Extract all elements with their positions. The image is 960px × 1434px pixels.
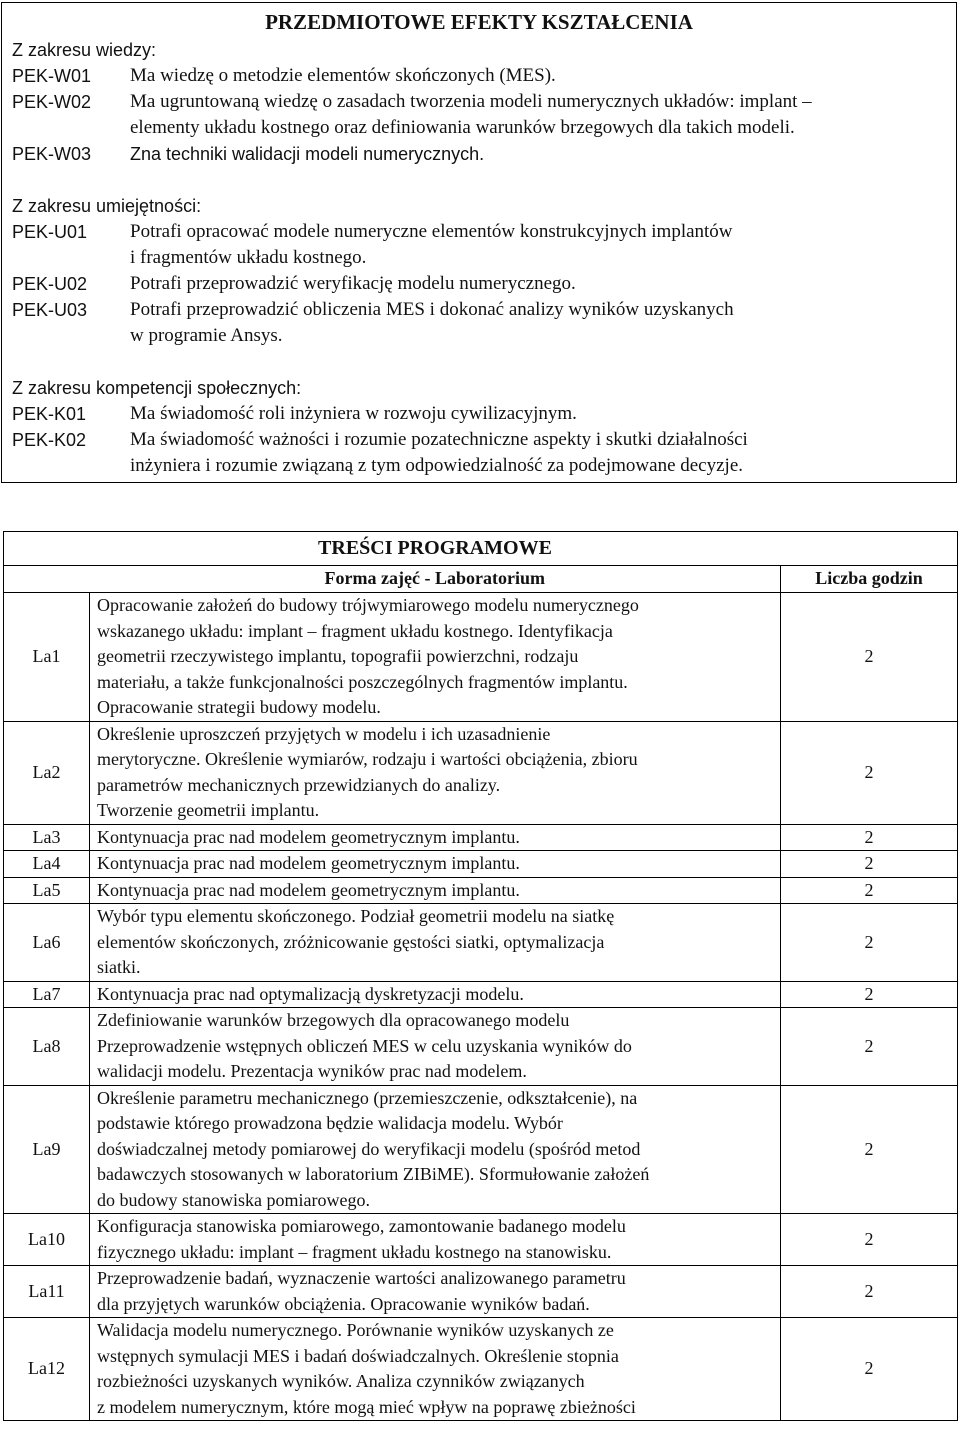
outcome-text-line: i fragmentów układu kostnego. — [130, 247, 367, 268]
row-description-line: dla przyjętych warunków obciążenia. Opracowanie wyników badań. — [97, 1293, 590, 1314]
row-hours: 2 — [781, 1008, 958, 1086]
row-code: La4 — [4, 851, 90, 878]
section-label: Z zakresu wiedzy: — [12, 40, 157, 60]
outcome-item — [12, 141, 956, 167]
hours-header: Liczba godzin — [781, 566, 958, 593]
outcomes-sections — [12, 37, 956, 479]
row-hours: 2 — [781, 1214, 958, 1266]
row-description — [90, 851, 781, 878]
row-description-line: elementów skończonych, zróżnicowanie gęstości siatki, optymalizacja — [97, 931, 605, 952]
row-description — [90, 904, 781, 982]
row-description-line: merytoryczne. Określenie wymiarów, rodzaju i wartości obciążenia, zbioru — [97, 749, 638, 769]
outcome-item — [12, 297, 956, 349]
row-description-line: wskazanego układu: implant – fragment układu kostnego. Identyfikacja — [97, 620, 613, 641]
row-description-line: wstępnych symulacji MES i badań doświadczalnych. Określenie stopnia — [97, 1345, 619, 1366]
program-title-row — [4, 532, 958, 566]
outcome-text-line: Zna techniki walidacji modeli numerycznych. — [130, 144, 485, 164]
outcome-text-line: Ma świadomość roli inżyniera w rozwoju cywilizacyjnym. — [130, 403, 577, 424]
program-row — [4, 851, 958, 878]
outcome-text-line: Potrafi przeprowadzić obliczenia MES i dokonać analizy wyników uzyskanych — [130, 299, 734, 320]
row-hours: 2 — [781, 1318, 958, 1421]
learning-outcomes-box — [1, 2, 957, 483]
outcome-item — [12, 427, 956, 479]
row-description-line: Konfiguracja stanowiska pomiarowego, zamontowanie badanego modelu — [97, 1216, 626, 1236]
row-description-line: parametrów mechanicznych przewidzianych do analizy. — [97, 774, 501, 795]
outcome-text-line: w programie Ansys. — [130, 325, 283, 346]
outcome-text-line: Ma wiedzę o metodzie elementów skończonych (MES). — [130, 65, 556, 86]
row-description-line: z modelem numerycznym, które mogą mieć wpływ na poprawę zbieżności — [97, 1396, 636, 1417]
row-code: La9 — [4, 1085, 90, 1214]
row-hours: 2 — [781, 981, 958, 1008]
outcome-text — [130, 141, 956, 167]
row-description-line: Określenie uproszczeń przyjętych w modelu i ich uzasadnienie — [97, 723, 551, 744]
outcome-code: PEK-W01 — [12, 66, 92, 86]
program-row — [4, 593, 958, 722]
row-description-line: Walidacja modelu numerycznego. Porównanie wyników uzyskanych ze — [97, 1320, 614, 1340]
outcome-text-line: inżyniera i rozumie związaną z tym odpowiedzialność za podejmowane decyzje. — [130, 455, 744, 476]
row-hours: 2 — [781, 904, 958, 982]
row-description-line: Opracowanie założeń do budowy trójwymiarowego modelu numerycznego — [97, 595, 639, 615]
row-code: La5 — [4, 877, 90, 904]
program-row — [4, 1318, 958, 1421]
row-description — [90, 1085, 781, 1214]
row-description-line: Opracowanie strategii budowy modelu. — [97, 697, 381, 717]
row-code: La3 — [4, 824, 90, 851]
outcome-code: PEK-W02 — [12, 92, 92, 112]
row-description-line: podstawie którego prowadzona będzie walidacja modelu. Wybór — [97, 1113, 563, 1133]
row-description-line: rozbieżności uzyskanych wyników. Analiza czynników związanych — [97, 1371, 585, 1391]
row-hours: 2 — [781, 593, 958, 722]
row-description-line: Wybór typu elementu skończonego. Podział geometrii modelu na siatkę — [97, 906, 615, 926]
outcome-item — [12, 63, 956, 89]
outcome-text-line: Potrafi przeprowadzić weryfikację modelu numerycznego. — [130, 273, 576, 294]
row-hours: 2 — [781, 877, 958, 904]
row-description-line: Przeprowadzenie wstępnych obliczeń MES w celu uzyskania wyników do — [97, 1035, 632, 1056]
row-description-line: Kontynuacja prac nad modelem geometrycznym implantu. — [97, 853, 520, 873]
row-code: La8 — [4, 1008, 90, 1086]
outcome-text — [130, 271, 956, 297]
program-row — [4, 981, 958, 1008]
outcomes-title: PRZEDMIOTOWE EFEKTY KSZTAŁCENIA — [265, 10, 693, 34]
row-description-line: siatki. — [97, 957, 141, 977]
outcome-text — [130, 297, 956, 349]
program-table — [3, 531, 958, 1421]
row-code: La11 — [4, 1266, 90, 1318]
program-row — [4, 877, 958, 904]
row-description-line: Przeprowadzenie badań, wyznaczenie wartości analizowanego parametru — [97, 1268, 626, 1288]
outcome-text-line: elementy układu kostnego oraz definiowania warunków brzegowych dla takich modeli. — [130, 117, 795, 138]
row-description-line: walidacji modelu. Prezentacja wyników prac nad modelem. — [97, 1061, 527, 1081]
row-code: La10 — [4, 1214, 90, 1266]
row-hours: 2 — [781, 824, 958, 851]
program-row — [4, 1214, 958, 1266]
row-hours: 2 — [781, 721, 958, 824]
program-row — [4, 904, 958, 982]
outcome-text — [130, 63, 956, 89]
row-description — [90, 981, 781, 1008]
outcome-text — [130, 427, 956, 479]
row-description — [90, 1008, 781, 1086]
row-description — [90, 1214, 781, 1266]
program-header-row — [4, 566, 958, 593]
row-description — [90, 824, 781, 851]
row-description-line: Kontynuacja prac nad modelem geometrycznym implantu. — [97, 879, 520, 900]
outcomes-section — [12, 37, 956, 167]
row-description-line: Określenie parametru mechanicznego (przemieszczenie, odkształcenie), na — [97, 1087, 638, 1108]
row-code: La7 — [4, 981, 90, 1008]
outcome-text — [130, 219, 956, 271]
outcome-code: PEK-K01 — [12, 404, 87, 424]
row-code: La12 — [4, 1318, 90, 1421]
program-title: TREŚCI PROGRAMOWE — [90, 532, 781, 566]
section-label: Z zakresu umiejętności: — [12, 196, 202, 216]
row-description-line: geometrii rzeczywistego implantu, topografii powierzchni, rodzaju — [97, 646, 579, 666]
row-hours: 2 — [781, 1266, 958, 1318]
row-hours: 2 — [781, 851, 958, 878]
outcome-item — [12, 271, 956, 297]
outcome-code: PEK-K02 — [12, 430, 87, 450]
row-description — [90, 721, 781, 824]
program-row — [4, 1266, 958, 1318]
outcome-text-line: Potrafi opracować modele numeryczne elementów konstrukcyjnych implantów — [130, 221, 733, 242]
row-description — [90, 1318, 781, 1421]
row-description — [90, 1266, 781, 1318]
row-description-line: materiału, a także funkcjonalności poszczególnych fragmentów implantu. — [97, 671, 628, 692]
outcome-item — [12, 401, 956, 427]
outcome-text — [130, 89, 956, 141]
outcomes-section — [12, 193, 956, 349]
row-description-line: fizycznego układu: implant – fragment układu kostnego na stanowisku. — [97, 1241, 612, 1262]
row-description-line: Zdefiniowanie warunków brzegowych dla opracowanego modelu — [97, 1010, 570, 1030]
outcome-code: PEK-U01 — [12, 222, 88, 242]
row-description-line: doświadczalnej metody pomiarowej do weryfikacji modelu (spośród metod — [97, 1138, 641, 1159]
outcome-code: PEK-U02 — [12, 274, 88, 294]
program-row — [4, 1085, 958, 1214]
outcome-item — [12, 219, 956, 271]
outcome-item — [12, 89, 956, 141]
row-description-line: Kontynuacja prac nad optymalizacją dyskretyzacji modelu. — [97, 983, 524, 1004]
outcomes-section — [12, 375, 956, 479]
program-row — [4, 1008, 958, 1086]
outcome-text — [130, 401, 956, 427]
row-description-line: Tworzenie geometrii implantu. — [97, 800, 320, 820]
outcome-code: PEK-W03 — [12, 144, 92, 164]
row-code: La6 — [4, 904, 90, 982]
program-row — [4, 824, 958, 851]
row-description-line: badawczych stosowanych w laboratorium ZIBiME). Sformułowanie założeń — [97, 1164, 650, 1184]
outcome-text-line: Ma ugruntowaną wiedzę o zasadach tworzenia modeli numerycznych układów: implant – — [130, 91, 812, 112]
row-code: La2 — [4, 721, 90, 824]
outcome-text-line: Ma świadomość ważności i rozumie pozatechniczne aspekty i skutki działalności — [130, 429, 748, 450]
form-header: Forma zajęć - Laboratorium — [90, 566, 781, 593]
section-label: Z zakresu kompetencji społecznych: — [12, 378, 302, 398]
row-code: La1 — [4, 593, 90, 722]
program-row — [4, 721, 958, 824]
row-description-line: do budowy stanowiska pomiarowego. — [97, 1189, 370, 1210]
row-hours: 2 — [781, 1085, 958, 1214]
outcome-code: PEK-U03 — [12, 300, 88, 320]
row-description — [90, 593, 781, 722]
row-description — [90, 877, 781, 904]
row-description-line: Kontynuacja prac nad modelem geometrycznym implantu. — [97, 826, 520, 847]
